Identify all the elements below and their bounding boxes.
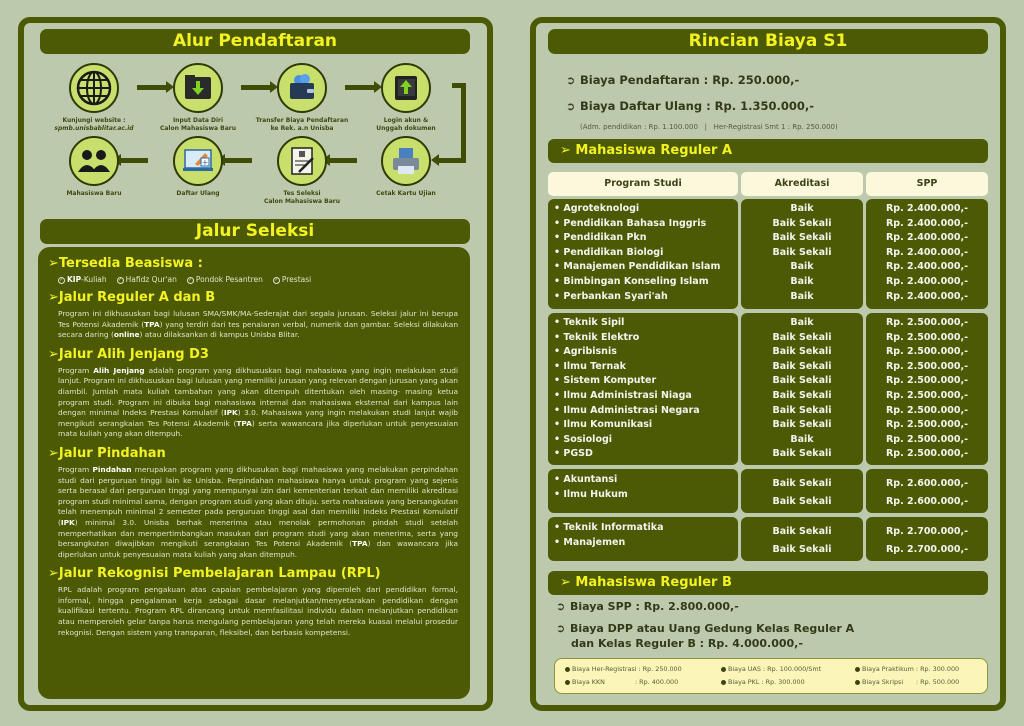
scholarship-list (48, 275, 458, 284)
section-body: Program ini dikhususkan bagi lulusan SMA/SMK/MA-Sederajat dari segala jurusan. Seleksi jalur ini berupa Tes Potensi Akademik (TPA) yang terdiri dari tes penalaran verbal, numerik dan gambar. Seleksi dilakukan secara daring (online) atau dilaksankan di kampus Unisba Blitar. (58, 309, 459, 340)
step-label-line1: Input Data Diri (172, 117, 224, 124)
program-name: • Akuntansi (554, 474, 618, 485)
bullet-icon (855, 667, 860, 672)
registration-screen-icon (173, 136, 223, 186)
akreditasi-cell (741, 199, 863, 309)
accreditation: Baik Sekali (772, 389, 832, 401)
scholarship-item: ✓ Hafidz Qur'an (118, 275, 177, 284)
flow-step-new-student (44, 136, 144, 198)
spp-amount: Rp. 2.500.000,- (885, 375, 969, 387)
program-name: • Agribisnis (554, 346, 617, 358)
spp-amount: Rp. 2.400.000,- (885, 290, 969, 302)
flow-step-visit-website (44, 63, 144, 133)
registration-panel (18, 17, 493, 711)
spp-amount: Rp. 2.600.000,- (885, 496, 969, 507)
check-icon: ✓ (59, 276, 64, 283)
flow-step-print-card (356, 136, 456, 198)
accreditation: Baik (790, 275, 814, 287)
accreditation: Baik Sekali (772, 246, 832, 258)
selection-title: Jalur Seleksi (40, 219, 470, 244)
accreditation: Baik Sekali (772, 232, 832, 244)
spp-amount: Rp. 2.500.000,- (885, 389, 969, 401)
prodi-cell (548, 313, 738, 465)
accreditation: Baik Sekali (772, 331, 832, 343)
program-name: • Teknik Sipil (554, 317, 625, 328)
misc-fee-item: Biaya PKL : Rp. 300.000 (721, 678, 805, 686)
program-name: • Teknik Informatika (554, 522, 664, 533)
akreditasi-cell (741, 517, 863, 561)
flow-connector (461, 83, 466, 163)
fee-note: (Adm. pendidikan : Rp. 1.100.000 | Her-Registrasi Smt 1 : Rp. 250.000) (580, 123, 838, 131)
step-label-line1: Tes Seleksi (283, 190, 321, 197)
spp-cell (866, 313, 988, 465)
section-body: RPL adalah program pengakuan atas capaian pembelajaran yang diperoleh dari pendidikan formal, informal, hingga pengalaman kerja sebagai dasar melanjutkan/menyetarakan pendidikan dengan kualifikasi tertentu. Program RPL dirancang untuk memfasilitasi individu dalam melanjutkan pendidikan atau memperoleh gelar tanpa harus mengulang pembelajaran yang telah mereka kuasai melalui prosedur rekognisi. Dengan sistem yang transparan, fleksibel, dan berbasis kompetensi. (58, 585, 458, 637)
fee-reregistration: ➲ Biaya Daftar Ulang : Rp. 1.350.000,- (566, 99, 815, 113)
scholarship-item: ✓ Prestasi (274, 275, 312, 284)
program-name: • Pendidikan Bahasa Inggris (554, 217, 707, 229)
program-name: • Manajemen (554, 536, 626, 548)
program-name: • Bimbingan Konseling Islam (554, 275, 709, 287)
spp-amount: Rp. 2.500.000,- (885, 360, 969, 372)
program-name: • Sosiologi (554, 433, 613, 445)
fee-dpp: ➲ Biaya DPP atau Uang Gedung Kelas Reguler A dan Kelas Reguler B : Rp. 4.000.000,- (556, 622, 855, 650)
spp-amount: Rp. 2.500.000,- (885, 433, 969, 445)
fees-panel (530, 17, 1006, 711)
section-heading: ➢Jalur Rekognisi Pembelajaran Lampau (RPL) (48, 566, 381, 582)
accreditation: Baik Sekali (772, 544, 832, 555)
accreditation: Baik (790, 290, 814, 302)
program-name: • Ilmu Administrasi Niaga (554, 389, 692, 401)
program-name: • Pendidikan Pkn (554, 232, 647, 244)
program-name: • Sistem Komputer (554, 375, 657, 387)
accreditation: Baik (790, 261, 814, 273)
arrow-return-icon: ➲ (566, 74, 576, 87)
scholarship-item: ✓ Pondok Pesantren (188, 275, 263, 284)
column-header-akreditasi: Akreditasi (741, 172, 863, 196)
scholarship-heading: ➢Tersedia Beasiswa : (48, 256, 203, 271)
step-label-line1: Login akun & (383, 117, 429, 124)
fees-title: Rincian Biaya S1 (548, 29, 988, 54)
misc-fees-box (554, 658, 988, 694)
flow-step-input-data (148, 63, 248, 133)
bullet-icon (721, 667, 726, 672)
document-sign-icon (277, 136, 327, 186)
bullet-icon (855, 680, 860, 685)
arrow-return-icon: ➲ (566, 100, 576, 113)
misc-fee-item: Biaya UAS : Rp. 100.000/Smt (721, 665, 821, 673)
step-label-line2: Calon Mahasiswa Baru (263, 198, 341, 205)
spp-amount: Rp. 2.500.000,- (885, 331, 969, 343)
fee-spp-reguler-b: ➲ Biaya SPP : Rp. 2.800.000,- (556, 600, 739, 613)
section-heading: ➢Jalur Alih Jenjang D3 (48, 346, 209, 362)
step-label-line1: Mahasiswa Baru (66, 190, 122, 197)
prodi-cell (548, 199, 738, 309)
flow-step-login-upload (356, 63, 456, 133)
flow-step-selection-test (252, 136, 352, 206)
bullet-icon (565, 667, 570, 672)
step-label-line1: Cetak Kartu Ujian (376, 190, 436, 197)
upload-icon (381, 63, 431, 113)
arrow-icon: ➢ (560, 575, 576, 590)
bullet-icon (721, 680, 726, 685)
flow-title: Alur Pendaftaran (40, 29, 470, 54)
arrow-icon: ➢ (560, 143, 576, 158)
program-name: • Pendidikan Biologi (554, 246, 664, 258)
spp-amount: Rp. 2.700.000,- (885, 544, 969, 555)
misc-fee-item: Biaya KKN : Rp. 400.000 (565, 678, 678, 686)
step-label-line1: Transfer Biaya Pendaftaran (255, 117, 349, 124)
check-icon: ✓ (274, 276, 279, 283)
arrow-return-icon: ➲ (556, 622, 566, 635)
program-name: • Ilmu Komunikasi (554, 419, 653, 431)
bullet-icon (565, 680, 570, 685)
spp-amount: Rp. 2.400.000,- (885, 275, 969, 287)
accreditation: Baik Sekali (772, 217, 832, 229)
spp-amount: Rp. 2.400.000,- (885, 203, 969, 214)
spp-amount: Rp. 2.400.000,- (885, 246, 969, 258)
prodi-cell (548, 469, 738, 513)
spp-amount: Rp. 2.600.000,- (885, 478, 969, 489)
column-header-spp: SPP (866, 172, 988, 196)
spp-amount: Rp. 2.500.000,- (885, 317, 969, 328)
check-icon: ✓ (188, 276, 193, 283)
program-name: • Manajemen Pendidikan Islam (554, 261, 721, 273)
spp-amount: Rp. 2.700.000,- (885, 526, 969, 537)
spp-amount: Rp. 2.500.000,- (885, 346, 969, 358)
section-body: Program Alih Jenjang adalah program yang dikhususkan bagi mahasiswa yang ingin melakukan studi lanjut. Program ini dikhususkan bagi lulusan yang memiliki jurusan yang relevan dengan jurusan yang akan diambil. Jumlah mata kuliah tambahan yang akan ditempuh ditentukan oleh masing- masing ketua program studi. Program ini dibuka bagi mahasiswa internal dan mahasiswa eksternal dari kampus lain dengan minimal Indeks Prestasi Komulatif (IPK) 3.0. Mahasiswa yang ingin melakukan studi lanjut wajib mengikuti serangkaian Tes Potensi Akademik (TPA) serta wawancara jika diperlukan untuk penyesuaian mata kuliah yang akan ditempuh. (58, 365, 458, 439)
accreditation: Baik Sekali (772, 419, 832, 431)
scholarship-item: ✓ KIP-Kuliah (59, 275, 107, 284)
accreditation: Baik Sekali (772, 346, 832, 358)
akreditasi-cell (741, 469, 863, 513)
accreditation: Baik Sekali (772, 478, 832, 489)
accreditation: Baik Sekali (772, 448, 832, 460)
program-name: • PGSD (554, 448, 593, 460)
accreditation: Baik (790, 317, 814, 328)
program-name: • Agroteknologi (554, 203, 640, 214)
step-label-line1: Kunjungi website : (62, 117, 126, 124)
spp-amount: Rp. 2.400.000,- (885, 261, 969, 273)
flow-step-reregistration (148, 136, 248, 198)
accreditation: Baik Sekali (772, 360, 832, 372)
section-heading: ➢Jalur Reguler A dan B (48, 290, 216, 305)
spp-amount: Rp. 2.400.000,- (885, 217, 969, 229)
spp-amount: Rp. 2.500.000,- (885, 448, 969, 460)
spp-amount: Rp. 2.400.000,- (885, 232, 969, 244)
accreditation: Baik Sekali (772, 496, 832, 507)
step-label-line2: ke Rek. a.n Unisba (270, 125, 334, 132)
printer-icon (381, 136, 431, 186)
accreditation: Baik (790, 433, 814, 445)
section-heading: ➢Jalur Pindahan (48, 445, 166, 461)
fee-registration: ➲ Biaya Pendaftaran : Rp. 250.000,- (566, 73, 800, 87)
spp-amount: Rp. 2.500.000,- (885, 419, 969, 431)
step-label-line1: Daftar Ulang (176, 190, 220, 197)
misc-fee-item: Biaya Her-Registrasi : Rp. 250.000 (565, 665, 682, 673)
spp-cell (866, 469, 988, 513)
folder-download-icon (173, 63, 223, 113)
spp-cell (866, 199, 988, 309)
reguler-b-title: ➢ Mahasiswa Reguler B (548, 571, 988, 595)
svg-text:+: + (201, 158, 209, 167)
column-header-prodi: Program Studi (548, 172, 738, 196)
akreditasi-cell (741, 313, 863, 465)
spp-cell (866, 517, 988, 561)
accreditation: Baik Sekali (772, 375, 832, 387)
program-name: • Teknik Elektro (554, 331, 640, 343)
program-name: • Perbankan Syari'ah (554, 290, 668, 302)
section-body: Program Pindahan merupakan program yang dikhusukan bagi mahasiswa yang melakukan perpindahan studi dari perguruan tinggi lain ke Unisba. Perpindahan mahasiswa hanya untuk program yang sejenis serta berasal dari perguruan tinggi yang mempunyai izin dari kementerian terkait dan memiliki akreditasi program studi minimal sama, dengan program studi yang akan dituju. serta mahasiswa yang bersangkutan telah menempuh minimal 2 semester pada perguruan tinggi asal dan memiliki Indeks Prestasi Komulatif (IPK) minimal 3.0. Unisba berhak menerima atau menolak permohonan pindah studi setelah memperhatikan dan mempertimbangkan masukan dari program studi yang akan menerima, serta yang bersangkutan diwajibkan mengikuti serangkaian Tes Potensi Akademik (TPA) dan wawancara jika diperlukan untuk penyesuaian mata kuliah yang akan ditempuh. (58, 464, 458, 559)
step-label-line2: spmb.unisbablitar.ac.id (54, 125, 134, 132)
program-name: • Ilmu Administrasi Negara (554, 404, 700, 416)
step-label-line2: Unggah dokumen (376, 125, 436, 132)
selection-paths-box (38, 247, 470, 699)
misc-fee-item: Biaya Praktikum : Rp. 300.000 (855, 665, 959, 673)
flow-step-transfer-fee (252, 63, 352, 133)
accreditation: Baik Sekali (772, 526, 832, 537)
step-label-line2: Calon Mahasiswa Baru (159, 125, 237, 132)
program-name: • Ilmu Hukum (554, 488, 628, 500)
program-name: • Ilmu Ternak (554, 360, 626, 372)
wallet-icon (277, 63, 327, 113)
globe-icon (69, 63, 119, 113)
reguler-a-title: ➢ Mahasiswa Reguler A (548, 139, 988, 163)
misc-fee-item: Biaya Skripsi : Rp. 500.000 (855, 678, 959, 686)
check-icon: ✓ (118, 276, 123, 283)
accreditation: Baik (790, 203, 814, 214)
arrow-return-icon: ➲ (556, 600, 566, 613)
accreditation: Baik Sekali (772, 404, 832, 416)
spp-amount: Rp. 2.500.000,- (885, 404, 969, 416)
students-icon (69, 136, 119, 186)
prodi-cell (548, 517, 738, 561)
